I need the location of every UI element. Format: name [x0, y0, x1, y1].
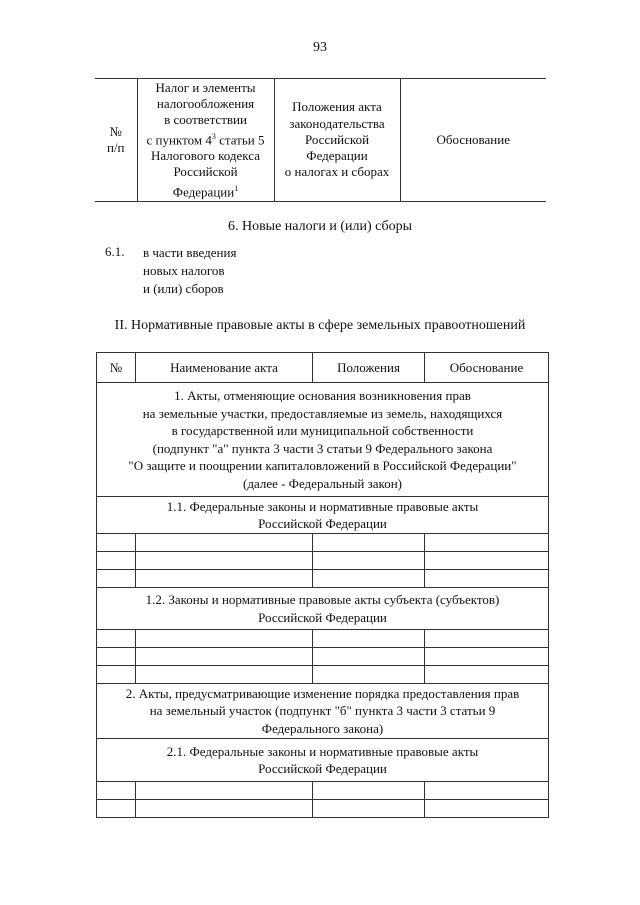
section-row	[97, 497, 549, 534]
section-line: в государственной или муниципальной собственности	[171, 423, 474, 438]
header-line: Налогового кодекса	[151, 148, 260, 164]
empty-cell	[313, 570, 425, 588]
land-acts-table	[96, 352, 549, 818]
empty-row	[97, 570, 549, 588]
superscript: 3	[211, 131, 216, 141]
section-line: "О защите и поощрении капиталовложений в Российской Федерации"	[128, 458, 517, 473]
empty-cell	[97, 570, 136, 588]
section-line: 1.1. Федеральные законы и нормативные правовые акты	[166, 498, 479, 514]
empty-row	[97, 782, 549, 800]
table-header-row	[97, 353, 549, 383]
section-line: Федерального закона)	[261, 720, 384, 736]
empty-cell	[425, 666, 549, 684]
empty-row	[97, 534, 549, 552]
empty-cell	[425, 552, 549, 570]
section-heading	[97, 684, 549, 739]
item-number: 6.1.	[105, 244, 125, 259]
empty-cell	[425, 630, 549, 648]
item-line: новых налогов	[143, 263, 225, 278]
header-line: законодательства	[289, 115, 385, 131]
empty-cell	[97, 534, 136, 552]
section-line: Российской Федерации	[258, 516, 387, 531]
header-line: Российской	[304, 131, 370, 147]
empty-cell	[136, 666, 313, 684]
header-line: статьи 5	[215, 131, 265, 147]
empty-row	[97, 800, 549, 818]
empty-cell	[97, 782, 136, 800]
section-line: на земельные участки, предоставляемые из земель, находящихся	[142, 405, 503, 421]
empty-cell	[313, 782, 425, 800]
header-line: №	[109, 123, 122, 139]
page-number: 93	[313, 40, 327, 55]
header-line: Положения акта	[292, 99, 382, 115]
section-line: (подпункт "а" пункта 3 части 3 статьи 9 Федерального закона	[152, 440, 493, 456]
empty-row	[97, 552, 549, 570]
empty-cell	[97, 800, 136, 818]
empty-cell	[425, 534, 549, 552]
header-provisions	[274, 79, 400, 202]
empty-cell	[136, 782, 313, 800]
table-header-row	[95, 79, 546, 202]
header-line: Российской	[173, 164, 238, 180]
empty-cell	[136, 552, 313, 570]
empty-cell	[136, 570, 313, 588]
header-line: Налог и элементы	[155, 79, 256, 95]
section-row	[97, 383, 549, 497]
section-line: 2.1. Федеральные законы и нормативные правовые акты	[166, 743, 479, 759]
empty-cell	[136, 648, 313, 666]
empty-cell	[313, 534, 425, 552]
item-line: и (или) сборов	[143, 281, 224, 296]
section-ii-title: II. Нормативные правовые акты в сфере земельных правоотношений	[114, 318, 526, 333]
section-line: Российской Федерации	[258, 609, 387, 625]
empty-row	[97, 648, 549, 666]
item-text	[143, 244, 236, 298]
header-line: в соответствии	[164, 112, 247, 128]
empty-cell	[136, 534, 313, 552]
empty-cell	[313, 648, 425, 666]
header-number: №	[97, 353, 136, 383]
section-line: Российской Федерации	[258, 761, 387, 776]
section-line: 2. Акты, предусматривающие изменение порядка предоставления прав	[125, 685, 520, 701]
footnote-marker: 1	[234, 183, 239, 193]
empty-cell	[97, 648, 136, 666]
header-line: Федерации	[306, 148, 368, 164]
empty-cell	[425, 782, 549, 800]
header-line: Федерации	[172, 184, 235, 200]
section-heading	[97, 588, 549, 630]
section-line: на земельный участок (подпункт "б" пункта 3 части 3 статьи 9	[149, 703, 496, 719]
header-act-name: Наименование акта	[136, 353, 313, 383]
taxes-table	[95, 78, 546, 202]
empty-cell	[136, 800, 313, 818]
empty-cell	[313, 666, 425, 684]
empty-cell	[425, 648, 549, 666]
header-line: п/п	[106, 140, 125, 155]
section-line: 1.2. Законы и нормативные правовые акты субъекта (субъектов)	[145, 592, 500, 607]
empty-cell	[136, 630, 313, 648]
empty-row	[97, 630, 549, 648]
section-heading	[97, 739, 549, 782]
empty-cell	[425, 800, 549, 818]
header-tax-elements	[137, 79, 274, 202]
section-heading	[97, 383, 549, 497]
header-provisions: Положения	[313, 353, 425, 383]
section-row	[97, 684, 549, 739]
header-justification: Обоснование	[400, 79, 546, 202]
empty-cell	[313, 552, 425, 570]
empty-row	[97, 666, 549, 684]
empty-cell	[97, 666, 136, 684]
header-line: налогообложения	[156, 95, 255, 111]
section-row	[97, 739, 549, 782]
header-justification: Обоснование	[425, 353, 549, 383]
section-6-title: 6. Новые налоги и (или) сборы	[227, 219, 413, 234]
header-line: с пунктом 4	[146, 131, 212, 147]
header-number	[95, 79, 137, 202]
empty-cell	[97, 630, 136, 648]
header-line: о налогах и сборах	[284, 164, 390, 180]
empty-cell	[97, 552, 136, 570]
section-heading	[97, 497, 549, 534]
section-row	[97, 588, 549, 630]
empty-cell	[313, 800, 425, 818]
section-line: (далее - Федеральный закон)	[243, 475, 402, 491]
item-line: в части введения	[143, 245, 237, 260]
section-line: 1. Акты, отменяющие основания возникновения прав	[174, 388, 471, 403]
empty-cell	[313, 630, 425, 648]
empty-cell	[425, 570, 549, 588]
